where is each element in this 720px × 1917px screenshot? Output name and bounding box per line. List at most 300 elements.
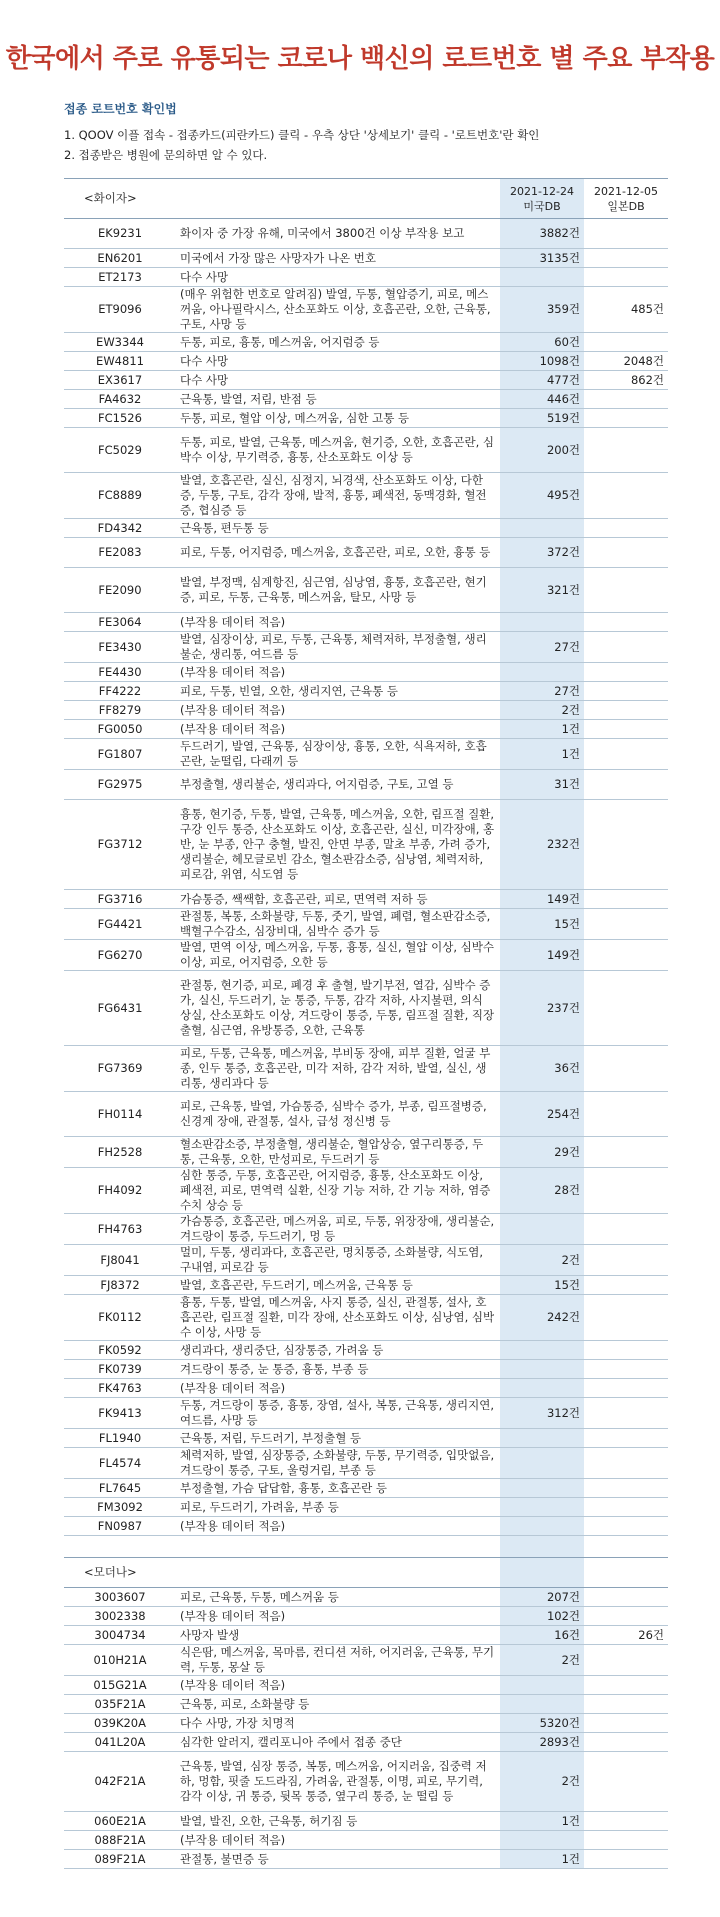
spacer-cell bbox=[64, 1536, 176, 1558]
jp-db-count: 26건 bbox=[584, 1626, 668, 1645]
side-effects: 다수 사망, 가장 치명적 bbox=[176, 1714, 500, 1733]
jp-db-count bbox=[584, 1752, 668, 1812]
jp-db-count bbox=[584, 1812, 668, 1831]
jp-db-count bbox=[584, 701, 668, 720]
side-effects: 근육통, 저림, 두드러기, 부정출혈 등 bbox=[176, 1429, 500, 1448]
pfizer-lot-row bbox=[64, 701, 668, 720]
lot-number: FK0739 bbox=[64, 1360, 176, 1379]
us-db-count: 446건 bbox=[500, 390, 584, 409]
lot-number: EX3617 bbox=[64, 371, 176, 390]
pfizer-lot-row bbox=[64, 268, 668, 287]
jp-db-count bbox=[584, 1046, 668, 1092]
pfizer-lot-row bbox=[64, 971, 668, 1046]
side-effects: 흉통, 현기증, 두통, 발열, 근육통, 메스꺼움, 오한, 림프절 질환, 구강 인두 통증, 산소포화도 이상, 호흡곤란, 실신, 미각장애, 홍반, 눈 부종, 안구 충혈, 발진, 안면 부종, 말초 부종, 가려 증가, 생리불순, 헤모글로빈 감소, 혈소판감소증, 심낭염, 체력저하, 피로감, 위염, 식도염 등 bbox=[176, 800, 500, 890]
us-db-count: 2건 bbox=[500, 701, 584, 720]
jp-db-count bbox=[584, 249, 668, 268]
lot-number: FG3712 bbox=[64, 800, 176, 890]
pfizer-lot-row bbox=[64, 219, 668, 249]
us-db-count: 16건 bbox=[500, 1626, 584, 1645]
side-effects: 발열, 호흡곤란, 두드러기, 메스꺼움, 근육통 등 bbox=[176, 1276, 500, 1295]
lot-number: FL7645 bbox=[64, 1479, 176, 1498]
guide-step-1: 1. QOOV 이플 접속 - 접종카드(피란카드) 클릭 - 우측 상단 '상세보기' 클릭 - '로트번호'란 확인 bbox=[64, 128, 540, 142]
us-db-count: 1건 bbox=[500, 720, 584, 739]
side-effects: (부작용 데이터 적음) bbox=[176, 1517, 500, 1536]
pfizer-lot-row bbox=[64, 770, 668, 800]
side-effects: 겨드랑이 통증, 눈 통증, 흉통, 부종 등 bbox=[176, 1360, 500, 1379]
us-db-count: 372건 bbox=[500, 538, 584, 568]
jp-db-count: 485건 bbox=[584, 287, 668, 333]
col-jp-label: 일본DB bbox=[607, 199, 645, 213]
jp-db-count bbox=[584, 390, 668, 409]
lot-number: FG7369 bbox=[64, 1046, 176, 1092]
side-effects: 발열, 심장이상, 피로, 두통, 근육통, 체력저하, 부정출혈, 생리불순, 생리통, 여드름 등 bbox=[176, 632, 500, 663]
pfizer-lot-row bbox=[64, 890, 668, 909]
lot-number: 010H21A bbox=[64, 1645, 176, 1676]
moderna-lot-row bbox=[64, 1588, 668, 1607]
pfizer-lot-row bbox=[64, 739, 668, 770]
us-db-count: 519건 bbox=[500, 409, 584, 428]
us-db-count bbox=[500, 1214, 584, 1245]
lot-number: FG0050 bbox=[64, 720, 176, 739]
spacer-cell bbox=[176, 1536, 500, 1558]
jp-db-count bbox=[584, 268, 668, 287]
jp-db-count bbox=[584, 1733, 668, 1752]
jp-db-count bbox=[584, 739, 668, 770]
jp-db-count bbox=[584, 1379, 668, 1398]
lot-number: 3003607 bbox=[64, 1588, 176, 1607]
side-effects: 심한 통증, 두통, 호흡곤란, 어지럼증, 흉통, 산소포화도 이상, 폐색전, 피로, 면역력 실환, 신장 기능 저하, 간 기능 저하, 염증 수치 상승 등 bbox=[176, 1168, 500, 1214]
moderna-lot-row bbox=[64, 1676, 668, 1695]
side-effects: 가슴통증, 호흡곤란, 메스꺼움, 피로, 두통, 위장장애, 생리불순, 겨드랑이 통증, 두드러기, 멍 등 bbox=[176, 1214, 500, 1245]
jp-db-count bbox=[584, 909, 668, 940]
pfizer-lot-row bbox=[64, 538, 668, 568]
side-effects: 근육통, 발열, 저림, 반점 등 bbox=[176, 390, 500, 409]
us-db-count: 312건 bbox=[500, 1398, 584, 1429]
moderna-lot-row bbox=[64, 1645, 668, 1676]
side-effects: 발열, 호흡곤란, 실신, 심정지, 뇌경색, 산소포화도 이상, 다한증, 두통, 구토, 감각 장애, 발적, 흉통, 폐색전, 동맥경화, 혈전증, 협심증 등 bbox=[176, 473, 500, 519]
lot-number: FG2975 bbox=[64, 770, 176, 800]
col-us-date: 2021-12-24 bbox=[510, 184, 574, 198]
jp-db-count bbox=[584, 1607, 668, 1626]
jp-db-count bbox=[584, 1831, 668, 1850]
us-db-count: 31건 bbox=[500, 770, 584, 800]
header-blank bbox=[584, 1558, 668, 1588]
section-spacer bbox=[64, 1536, 668, 1558]
lot-number: FH2528 bbox=[64, 1137, 176, 1168]
side-effects: 근육통, 편두통 등 bbox=[176, 519, 500, 538]
side-effects: 피로, 두통, 빈열, 오한, 생리지연, 근육통 등 bbox=[176, 682, 500, 701]
side-effects: 미국에서 가장 많은 사망자가 나온 번호 bbox=[176, 249, 500, 268]
us-db-count: 60건 bbox=[500, 333, 584, 352]
pfizer-lot-row bbox=[64, 371, 668, 390]
moderna-section-label: <모더나> bbox=[64, 1558, 176, 1588]
lot-number: FK4763 bbox=[64, 1379, 176, 1398]
us-db-count bbox=[500, 1448, 584, 1479]
side-effects: 다수 사망 bbox=[176, 371, 500, 390]
us-db-count: 102건 bbox=[500, 1607, 584, 1626]
us-db-count: 477건 bbox=[500, 371, 584, 390]
moderna-lot-row bbox=[64, 1714, 668, 1733]
pfizer-section-label: <화이자> bbox=[64, 179, 176, 219]
jp-db-count bbox=[584, 682, 668, 701]
side-effects: 사망자 발생 bbox=[176, 1626, 500, 1645]
us-db-count: 29건 bbox=[500, 1137, 584, 1168]
pfizer-lot-row bbox=[64, 632, 668, 663]
jp-db-count bbox=[584, 1695, 668, 1714]
jp-db-count bbox=[584, 800, 668, 890]
pfizer-lot-row bbox=[64, 409, 668, 428]
jp-db-count bbox=[584, 1448, 668, 1479]
lot-number: 035F21A bbox=[64, 1695, 176, 1714]
pfizer-lot-row bbox=[64, 1214, 668, 1245]
pfizer-lot-row bbox=[64, 352, 668, 371]
us-db-count bbox=[500, 1831, 584, 1850]
pfizer-lot-row bbox=[64, 1341, 668, 1360]
jp-db-count bbox=[584, 1645, 668, 1676]
us-db-count bbox=[500, 663, 584, 682]
us-db-count: 5320건 bbox=[500, 1714, 584, 1733]
moderna-lot-row bbox=[64, 1850, 668, 1869]
us-db-count: 3882건 bbox=[500, 219, 584, 249]
side-effects: 근육통, 발열, 심장 통증, 복통, 메스꺼움, 어지러움, 집중력 저하, 멍함, 핏줄 도드라짐, 가려움, 관절통, 이명, 피로, 무기력, 감각 이상, 귀 통증, 뒷목 통증, 옆구리 통증, 눈 떨림 등 bbox=[176, 1752, 500, 1812]
lot-number: FH4092 bbox=[64, 1168, 176, 1214]
pfizer-lot-row bbox=[64, 428, 668, 473]
lot-number: FH0114 bbox=[64, 1092, 176, 1137]
us-db-count: 27건 bbox=[500, 682, 584, 701]
pfizer-lot-row bbox=[64, 909, 668, 940]
jp-db-count bbox=[584, 1214, 668, 1245]
lot-number: 3004734 bbox=[64, 1626, 176, 1645]
jp-db-count bbox=[584, 890, 668, 909]
us-db-count bbox=[500, 613, 584, 632]
jp-db-count bbox=[584, 1276, 668, 1295]
jp-db-count bbox=[584, 663, 668, 682]
side-effects: 체력저하, 발열, 심장통증, 소화불량, 두통, 무기력증, 입맛없음, 겨드랑이 통증, 구토, 울렁거림, 부종 등 bbox=[176, 1448, 500, 1479]
us-db-count bbox=[500, 1360, 584, 1379]
moderna-lot-row bbox=[64, 1733, 668, 1752]
jp-db-count bbox=[584, 538, 668, 568]
pfizer-lot-row bbox=[64, 1168, 668, 1214]
side-effects: 심각한 알러지, 캘리포니아 주에서 접종 중단 bbox=[176, 1733, 500, 1752]
lot-number: FG6431 bbox=[64, 971, 176, 1046]
lot-number: FG4421 bbox=[64, 909, 176, 940]
side-effects: (부작용 데이터 적음) bbox=[176, 1676, 500, 1695]
jp-db-count bbox=[584, 632, 668, 663]
side-effects: (부작용 데이터 적음) bbox=[176, 720, 500, 739]
side-effects: 혈소판감소증, 부정출혈, 생리불순, 혈압상승, 옆구리통증, 두통, 근육통, 오한, 만성피로, 두드러기 등 bbox=[176, 1137, 500, 1168]
us-db-count: 2건 bbox=[500, 1752, 584, 1812]
lot-number: EW3344 bbox=[64, 333, 176, 352]
pfizer-lot-row bbox=[64, 720, 668, 739]
side-effects: (매우 위험한 번호로 알려짐) 발열, 두통, 혈압증기, 피로, 메스꺼움, 아나필락시스, 산소포화도 이상, 호흡곤란, 오한, 근육통, 구토, 사망 등 bbox=[176, 287, 500, 333]
lot-number: 088F21A bbox=[64, 1831, 176, 1850]
lot-number: FE2090 bbox=[64, 568, 176, 613]
pfizer-lot-row bbox=[64, 1092, 668, 1137]
lot-check-guide bbox=[64, 100, 704, 165]
side-effects: 화이자 중 가장 유해, 미국에서 3800건 이상 부작용 보고 bbox=[176, 219, 500, 249]
us-db-count: 1건 bbox=[500, 1812, 584, 1831]
lot-number: FF4222 bbox=[64, 682, 176, 701]
moderna-lot-row bbox=[64, 1831, 668, 1850]
lot-number: FJ8041 bbox=[64, 1245, 176, 1276]
lot-number: FH4763 bbox=[64, 1214, 176, 1245]
jp-db-count: 2048건 bbox=[584, 352, 668, 371]
side-effects: 흉통, 두통, 발열, 메스꺼움, 사지 통증, 실신, 관절통, 설사, 호흡곤란, 림프절 질환, 미각 장애, 산소포화도 이상, 심낭염, 심박수 이상, 사망 등 bbox=[176, 1295, 500, 1341]
us-db-count: 2893건 bbox=[500, 1733, 584, 1752]
pfizer-lot-row bbox=[64, 1479, 668, 1498]
us-db-count: 359건 bbox=[500, 287, 584, 333]
lot-number: FG1807 bbox=[64, 739, 176, 770]
jp-db-count bbox=[584, 1092, 668, 1137]
side-effects: 식은땀, 메스꺼움, 목마름, 컨디션 저하, 어지러움, 근육통, 무기력, 두통, 몽살 등 bbox=[176, 1645, 500, 1676]
lot-number: FG6270 bbox=[64, 940, 176, 971]
lot-number: FK0592 bbox=[64, 1341, 176, 1360]
us-db-count bbox=[500, 519, 584, 538]
side-effects: 다수 사망 bbox=[176, 352, 500, 371]
lot-number: EK9231 bbox=[64, 219, 176, 249]
pfizer-lot-row bbox=[64, 568, 668, 613]
guide-heading: 접종 로트번호 확인법 bbox=[64, 102, 177, 116]
pfizer-lot-row bbox=[64, 1137, 668, 1168]
lot-number: FE3430 bbox=[64, 632, 176, 663]
us-db-count: 3135건 bbox=[500, 249, 584, 268]
lot-number: FA4632 bbox=[64, 390, 176, 409]
jp-db-count bbox=[584, 720, 668, 739]
lot-number: 015G21A bbox=[64, 1676, 176, 1695]
side-effects: 멀미, 두통, 생리과다, 호흡곤란, 명치통증, 소화불량, 식도염, 구내염, 피로감 등 bbox=[176, 1245, 500, 1276]
us-db-count: 2건 bbox=[500, 1245, 584, 1276]
us-db-count: 28건 bbox=[500, 1168, 584, 1214]
us-db-count: 254건 bbox=[500, 1092, 584, 1137]
lot-number: FL4574 bbox=[64, 1448, 176, 1479]
side-effects: 두통, 피로, 흉통, 메스꺼움, 어지럼증 등 bbox=[176, 333, 500, 352]
jp-db-count bbox=[584, 1168, 668, 1214]
pfizer-lot-row bbox=[64, 663, 668, 682]
lot-number: 042F21A bbox=[64, 1752, 176, 1812]
side-effects: 부정출혈, 가슴 답답함, 흉통, 호흡곤란 등 bbox=[176, 1479, 500, 1498]
pfizer-lot-row bbox=[64, 1517, 668, 1536]
lot-side-effects-table bbox=[64, 178, 668, 1869]
us-db-count: 15건 bbox=[500, 1276, 584, 1295]
lot-number: FK9413 bbox=[64, 1398, 176, 1429]
pfizer-lot-row bbox=[64, 1295, 668, 1341]
side-effects: 관절통, 복통, 소화불량, 두통, 줏기, 발열, 폐렴, 혈소판감소증, 백혈구수감소, 심장비대, 심박수 증가 등 bbox=[176, 909, 500, 940]
jp-db-count bbox=[584, 1245, 668, 1276]
side-effects: (부작용 데이터 적음) bbox=[176, 701, 500, 720]
lot-number: FK0112 bbox=[64, 1295, 176, 1341]
lot-number: FE3064 bbox=[64, 613, 176, 632]
side-effects: 두드러기, 발열, 근육통, 심장이상, 흉통, 오한, 식욕저하, 호흡곤란, 눈떨림, 다래끼 등 bbox=[176, 739, 500, 770]
pfizer-lot-row bbox=[64, 940, 668, 971]
lot-number: FG3716 bbox=[64, 890, 176, 909]
pfizer-lot-row bbox=[64, 1245, 668, 1276]
jp-db-count bbox=[584, 219, 668, 249]
jp-db-count bbox=[584, 940, 668, 971]
side-effects: (부작용 데이터 적음) bbox=[176, 613, 500, 632]
us-db-count bbox=[500, 1695, 584, 1714]
jp-db-count bbox=[584, 1850, 668, 1869]
us-db-count bbox=[500, 1479, 584, 1498]
lot-number: 3002338 bbox=[64, 1607, 176, 1626]
side-effects: 두통, 피로, 발열, 근육통, 메스꺼움, 현기증, 오한, 호흡곤란, 심박수 이상, 무기력증, 흉통, 산소포화도 이상 등 bbox=[176, 428, 500, 473]
lot-number: FM3092 bbox=[64, 1498, 176, 1517]
moderna-lot-row bbox=[64, 1626, 668, 1645]
lot-number: FE4430 bbox=[64, 663, 176, 682]
pfizer-lot-row bbox=[64, 1429, 668, 1448]
pfizer-lot-row bbox=[64, 519, 668, 538]
jp-db-count bbox=[584, 1588, 668, 1607]
lot-number: 089F21A bbox=[64, 1850, 176, 1869]
moderna-lot-row bbox=[64, 1695, 668, 1714]
lot-number: 041L20A bbox=[64, 1733, 176, 1752]
us-db-count: 495건 bbox=[500, 473, 584, 519]
side-effects: 가슴통증, 쌕쌕함, 호흡곤란, 피로, 면역력 저하 등 bbox=[176, 890, 500, 909]
jp-db-count bbox=[584, 1295, 668, 1341]
side-effects: 두통, 겨드랑이 통증, 흉통, 장염, 설사, 복통, 근육통, 생리지연, 여드름, 사망 등 bbox=[176, 1398, 500, 1429]
us-db-count bbox=[500, 1517, 584, 1536]
us-db-count: 15건 bbox=[500, 909, 584, 940]
side-effects: 피로, 근육통, 두통, 메스꺼움 등 bbox=[176, 1588, 500, 1607]
lot-number: EW4811 bbox=[64, 352, 176, 371]
side-effects: 피로, 두드러기, 가려움, 부종 등 bbox=[176, 1498, 500, 1517]
jp-db-count: 862건 bbox=[584, 371, 668, 390]
pfizer-lot-row bbox=[64, 1046, 668, 1092]
col-us-db-header bbox=[500, 179, 584, 219]
jp-db-count bbox=[584, 409, 668, 428]
pfizer-lot-row bbox=[64, 800, 668, 890]
side-effects: 발열, 발진, 오한, 근육통, 허기짐 등 bbox=[176, 1812, 500, 1831]
us-db-count: 1098건 bbox=[500, 352, 584, 371]
side-effects: (부작용 데이터 적음) bbox=[176, 1379, 500, 1398]
jp-db-count bbox=[584, 428, 668, 473]
us-db-count: 1건 bbox=[500, 739, 584, 770]
spacer-cell bbox=[500, 1536, 584, 1558]
pfizer-lot-row bbox=[64, 1448, 668, 1479]
side-effects: 발열, 면역 이상, 메스꺼움, 두통, 흉통, 실신, 혈압 이상, 심박수 이상, 피로, 어지럼증, 오한 등 bbox=[176, 940, 500, 971]
lot-number: FF8279 bbox=[64, 701, 176, 720]
pfizer-lot-row bbox=[64, 249, 668, 268]
pfizer-lot-row bbox=[64, 1360, 668, 1379]
side-effects: 근육통, 피로, 소화불량 등 bbox=[176, 1695, 500, 1714]
jp-db-count bbox=[584, 1429, 668, 1448]
lot-number: ET2173 bbox=[64, 268, 176, 287]
lot-number: FJ8372 bbox=[64, 1276, 176, 1295]
jp-db-count bbox=[584, 613, 668, 632]
us-db-count: 242건 bbox=[500, 1295, 584, 1341]
jp-db-count bbox=[584, 1714, 668, 1733]
side-effects: 관절통, 현기증, 피로, 폐경 후 출혈, 발기부전, 열감, 심박수 증가, 실신, 두드러기, 눈 통증, 두통, 감각 저하, 사지불편, 의식 상실, 산소포화도 이상, 겨드랑이 통증, 두통, 림프절 질환, 직장 출혈, 심근염, 유방통증, 오한, 근육통 bbox=[176, 971, 500, 1046]
lot-number: FL1940 bbox=[64, 1429, 176, 1448]
spacer-cell bbox=[584, 1536, 668, 1558]
jp-db-count bbox=[584, 1479, 668, 1498]
guide-step-2: 2. 접종받은 병원에 문의하면 알 수 있다. bbox=[64, 148, 268, 162]
pfizer-lot-row bbox=[64, 1498, 668, 1517]
lot-number: FC5029 bbox=[64, 428, 176, 473]
us-db-count: 36건 bbox=[500, 1046, 584, 1092]
side-effects: (부작용 데이터 적음) bbox=[176, 1831, 500, 1850]
us-db-count bbox=[500, 1379, 584, 1398]
jp-db-count bbox=[584, 1676, 668, 1695]
jp-db-count bbox=[584, 1360, 668, 1379]
moderna-header-row bbox=[64, 1558, 668, 1588]
pfizer-lot-row bbox=[64, 1379, 668, 1398]
us-db-count: 237건 bbox=[500, 971, 584, 1046]
us-db-count: 149건 bbox=[500, 890, 584, 909]
us-db-count bbox=[500, 1341, 584, 1360]
side-effects: (부작용 데이터 적음) bbox=[176, 1607, 500, 1626]
page-title: 한국에서 주로 유통되는 코로나 백신의 로트번호 별 주요 부작용 bbox=[5, 44, 715, 74]
jp-db-count bbox=[584, 1498, 668, 1517]
us-db-count: 232건 bbox=[500, 800, 584, 890]
us-db-count: 200건 bbox=[500, 428, 584, 473]
pfizer-lot-row bbox=[64, 613, 668, 632]
moderna-lot-row bbox=[64, 1752, 668, 1812]
lot-number: FC8889 bbox=[64, 473, 176, 519]
header-blank bbox=[500, 1558, 584, 1588]
lot-number: ET9096 bbox=[64, 287, 176, 333]
jp-db-count bbox=[584, 1398, 668, 1429]
side-effects: 발열, 부정맥, 심계항진, 심근염, 심낭염, 흉통, 호흡곤란, 현기증, 피로, 두통, 근육통, 메스꺼움, 탈모, 사망 등 bbox=[176, 568, 500, 613]
lot-number: FD4342 bbox=[64, 519, 176, 538]
pfizer-lot-row bbox=[64, 333, 668, 352]
jp-db-count bbox=[584, 519, 668, 538]
us-db-count: 27건 bbox=[500, 632, 584, 663]
side-effects: 부정출혈, 생리불순, 생리과다, 어지럼증, 구토, 고열 등 bbox=[176, 770, 500, 800]
pfizer-lot-row bbox=[64, 390, 668, 409]
jp-db-count bbox=[584, 473, 668, 519]
pfizer-lot-row bbox=[64, 1276, 668, 1295]
header-blank bbox=[176, 1558, 500, 1588]
side-effects: 다수 사망 bbox=[176, 268, 500, 287]
header-blank bbox=[176, 179, 500, 219]
lot-number: EN6201 bbox=[64, 249, 176, 268]
side-effects: 두통, 피로, 혈압 이상, 메스꺼움, 심한 고통 등 bbox=[176, 409, 500, 428]
us-db-count bbox=[500, 1498, 584, 1517]
col-us-label: 미국DB bbox=[523, 199, 561, 213]
us-db-count: 2건 bbox=[500, 1645, 584, 1676]
jp-db-count bbox=[584, 1137, 668, 1168]
pfizer-lot-row bbox=[64, 1398, 668, 1429]
lot-number: 060E21A bbox=[64, 1812, 176, 1831]
pfizer-header-row bbox=[64, 179, 668, 219]
pfizer-lot-row bbox=[64, 682, 668, 701]
pfizer-lot-row bbox=[64, 473, 668, 519]
side-effects: 피로, 두통, 어지럼증, 메스꺼움, 호흡곤란, 피로, 오한, 흉통 등 bbox=[176, 538, 500, 568]
us-db-count: 1건 bbox=[500, 1850, 584, 1869]
jp-db-count bbox=[584, 971, 668, 1046]
pfizer-lot-row bbox=[64, 287, 668, 333]
jp-db-count bbox=[584, 568, 668, 613]
lot-number: FC1526 bbox=[64, 409, 176, 428]
moderna-lot-row bbox=[64, 1812, 668, 1831]
us-db-count: 149건 bbox=[500, 940, 584, 971]
lot-number: 039K20A bbox=[64, 1714, 176, 1733]
side-effects: 피로, 두통, 근육통, 메스꺼움, 부비동 장애, 피부 질환, 얼굴 부종, 인두 통증, 호흡곤란, 미각 저하, 감각 저하, 발열, 실신, 생리통, 생리과다 등 bbox=[176, 1046, 500, 1092]
jp-db-count bbox=[584, 333, 668, 352]
col-jp-date: 2021-12-05 bbox=[594, 184, 658, 198]
us-db-count bbox=[500, 1429, 584, 1448]
side-effects: 생리과다, 생리중단, 심장통증, 가려움 등 bbox=[176, 1341, 500, 1360]
moderna-lot-row bbox=[64, 1607, 668, 1626]
col-jp-db-header bbox=[584, 179, 668, 219]
side-effects: 관절통, 불면증 등 bbox=[176, 1850, 500, 1869]
lot-number: FN0987 bbox=[64, 1517, 176, 1536]
us-db-count bbox=[500, 268, 584, 287]
us-db-count bbox=[500, 1676, 584, 1695]
jp-db-count bbox=[584, 770, 668, 800]
jp-db-count bbox=[584, 1341, 668, 1360]
side-effects: 피로, 근육통, 발열, 가슴통증, 심박수 증가, 부종, 림프절병증, 신경계 장애, 관절통, 설사, 급성 정신병 등 bbox=[176, 1092, 500, 1137]
